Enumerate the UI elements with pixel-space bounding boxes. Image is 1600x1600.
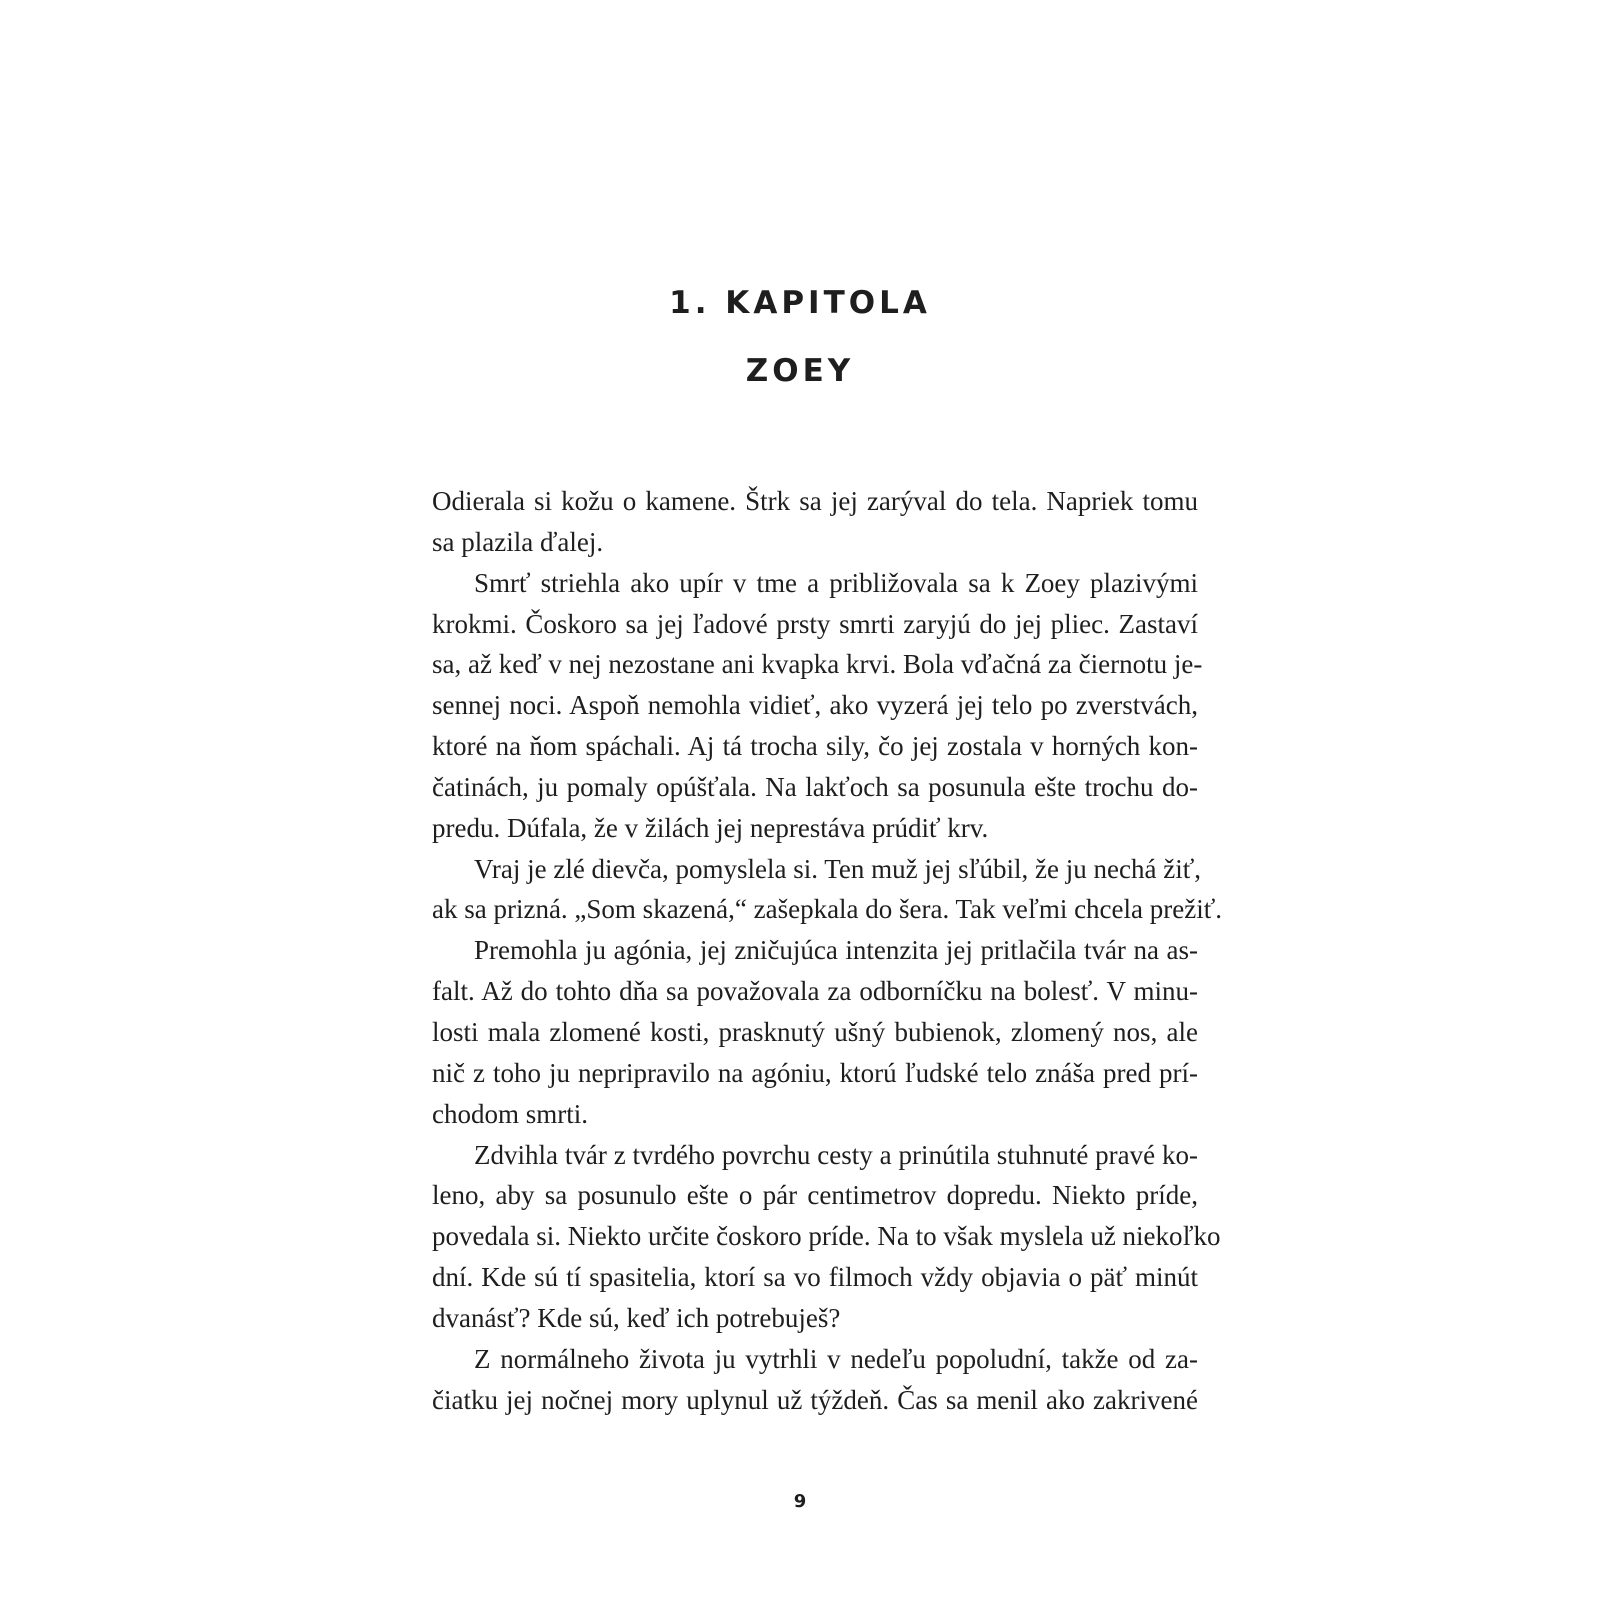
chapter-character-name: ZOEY bbox=[745, 353, 855, 389]
text-line: povedala si. Niekto určite čoskoro príde. Na to však myslela už niekoľko bbox=[432, 1221, 1221, 1252]
text-line: Vraj je zlé dievča, pomyslela si. Ten muž jej sľúbil, že ju nechá žiť, bbox=[474, 853, 1201, 884]
text-line: sa plazila ďalej. bbox=[432, 526, 604, 557]
page-number: 9 bbox=[793, 1491, 807, 1512]
text-line: krokmi. Čoskoro sa jej ľadové prsty smrti zaryjú do jej pliec. Zastaví bbox=[432, 608, 1198, 639]
text-line: Odierala si kožu o kamene. Štrk sa jej zarýval do tela. Napriek tomu bbox=[432, 486, 1198, 516]
text-line: čatinách, ju pomaly opúšťala. Na lakťoch sa posunula ešte trochu do- bbox=[432, 771, 1198, 802]
text-line: čiatku jej nočnej mory uplynul už týždeň. Čas sa menil ako zakrivené bbox=[432, 1384, 1198, 1415]
text-line: Z normálneho života ju vytrhli v nedeľu popoludní, takže od za- bbox=[474, 1343, 1198, 1374]
text-line: nič z toho ju nepripravilo na agóniu, ktorú ľudské telo znáša pred prí- bbox=[432, 1057, 1198, 1088]
text-line: chodom smrti. bbox=[432, 1098, 588, 1129]
text-line: leno, aby sa posunulo ešte o pár centimetrov dopredu. Niekto príde, bbox=[432, 1180, 1198, 1211]
text-line: sennej noci. Aspoň nemohla vidieť, ako vyzerá jej telo po zverstvách, bbox=[432, 690, 1198, 721]
text-line: falt. Až do tohto dňa sa považovala za odborníčku na bolesť. V minu- bbox=[432, 976, 1198, 1007]
text-line: Smrť striehla ako upír v tme a približovala sa k Zoey plazivými bbox=[474, 567, 1198, 598]
chapter-heading bbox=[0, 282, 1600, 392]
text-line: ktoré na ňom spáchali. Aj tá trocha sily, čo jej zostala v horných kon- bbox=[432, 731, 1198, 762]
text-line: Zdvihla tvár z tvrdého povrchu cesty a prinútila stuhnuté pravé ko- bbox=[474, 1139, 1198, 1170]
text-line: dvanásť? Kde sú, keď ich potrebuješ? bbox=[432, 1302, 841, 1333]
text-line: ak sa prizná. „Som skazená,“ zašepkala do šera. Tak veľmi chcela prežiť. bbox=[432, 894, 1223, 925]
text-line: dní. Kde sú tí spasitelia, ktorí sa vo filmoch vždy objavia o päť minút bbox=[432, 1262, 1198, 1293]
body-text bbox=[432, 481, 1223, 1420]
text-line: sa, až keď v nej nezostane ani kvapka krvi. Bola vďačná za čiernotu je- bbox=[432, 649, 1203, 680]
text-line: losti mala zlomené kosti, prasknutý ušný bubienok, zlomený nos, ale bbox=[432, 1016, 1198, 1047]
text-line: predu. Dúfala, že v žilách jej neprestáva prúdiť krv. bbox=[432, 812, 989, 843]
text-line: Premohla ju agónia, jej zničujúca intenzita jej pritlačila tvár na as- bbox=[474, 935, 1198, 966]
chapter-number-title: 1. KAPITOLA bbox=[669, 285, 931, 321]
